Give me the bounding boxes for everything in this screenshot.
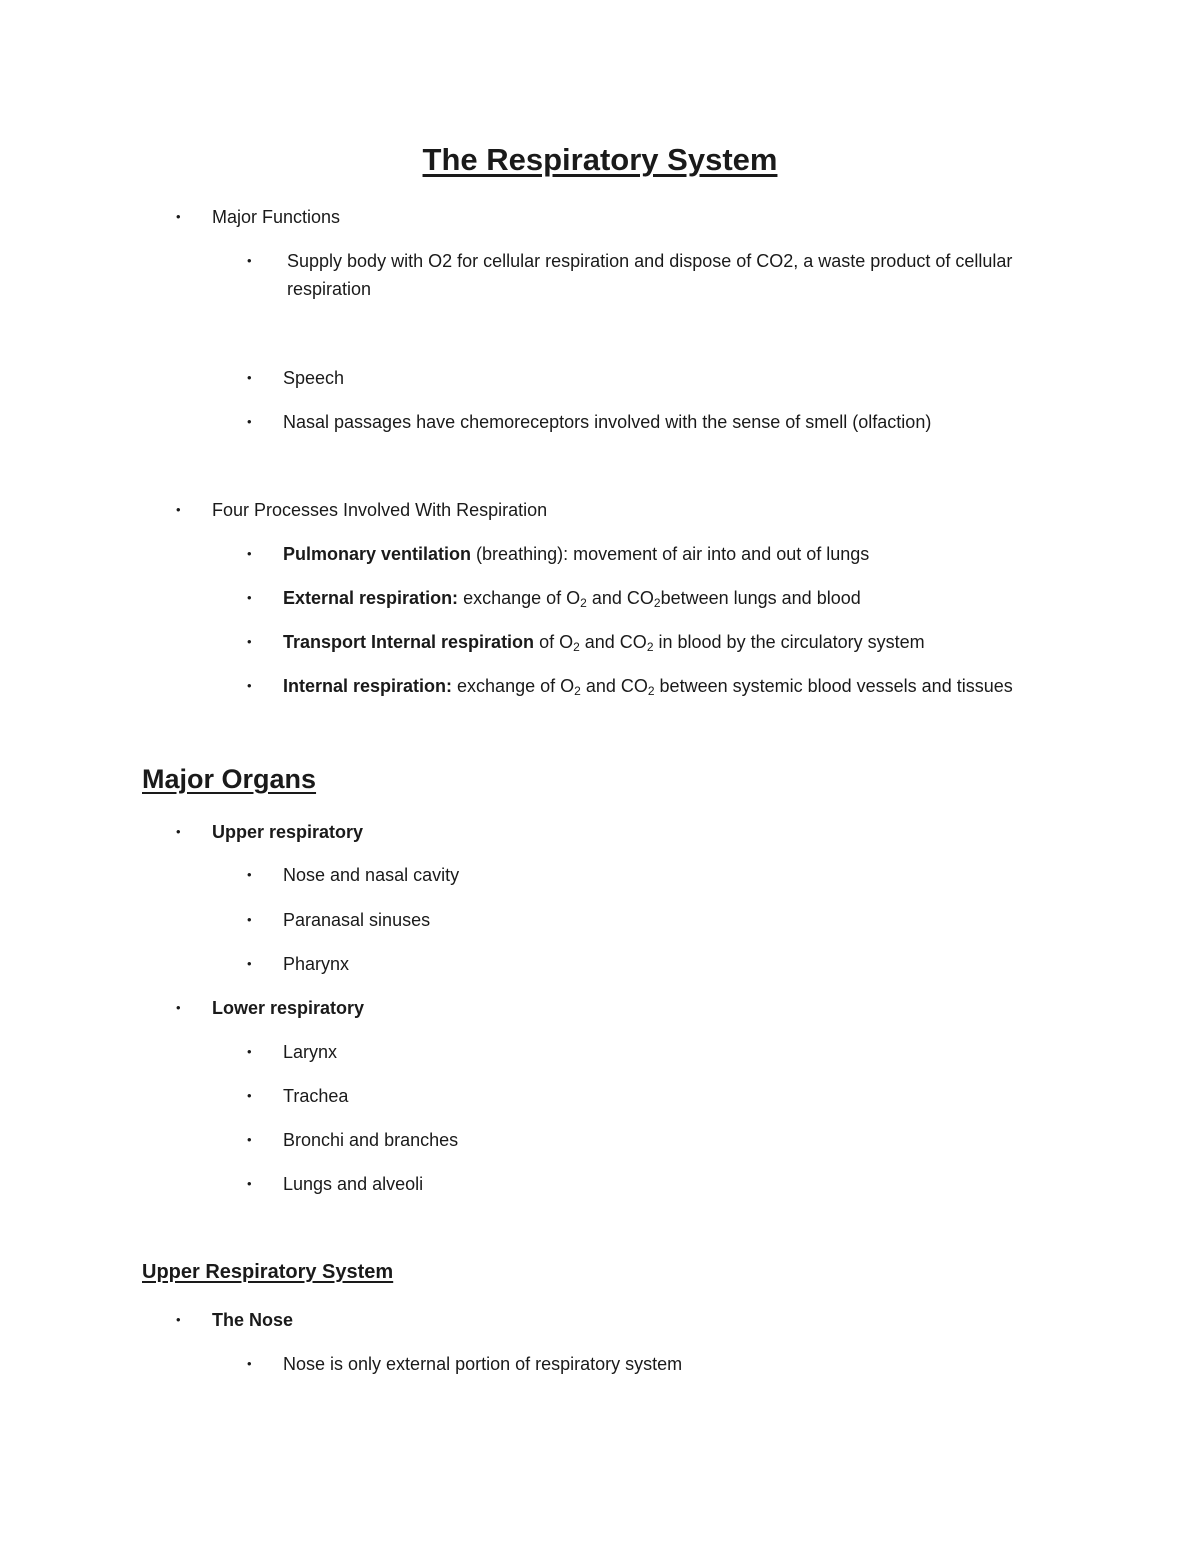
bullet-icon: • — [176, 502, 181, 517]
section-heading-major-organs: Major Organs — [142, 764, 317, 794]
bullet-icon: • — [247, 1176, 252, 1191]
definition: and CO — [586, 588, 654, 608]
subscript: 2 — [573, 640, 580, 654]
list-item-upper-respiratory: Upper respiratory — [212, 822, 364, 842]
definition: (breathing): movement of air into and out of lungs — [471, 544, 870, 564]
list-item-organ: Larynx — [283, 1042, 338, 1062]
bullet-icon: • — [247, 867, 252, 882]
subscript: 2 — [647, 684, 655, 698]
bullet-icon: • — [247, 912, 252, 927]
list-item-four-processes: Four Processes Involved With Respiration — [212, 500, 548, 520]
list-item-nose-external: Nose is only external portion of respiratory system — [283, 1354, 683, 1374]
bullet-icon: • — [247, 370, 252, 385]
bullet-icon: • — [247, 414, 252, 429]
bullet-icon: • — [247, 634, 252, 649]
list-item-supply-o2: Supply body with O2 for cellular respiration and dispose of CO2, a waste product of cellular respiration — [287, 251, 1013, 299]
subscript: 2 — [580, 596, 587, 610]
list-item-transport — [283, 628, 925, 656]
list-item-speech: Speech — [283, 368, 345, 388]
list-item-internal-respiration — [283, 672, 1013, 700]
term: Pulmonary ventilation — [283, 544, 472, 564]
list-item-the-nose: The Nose — [212, 1310, 294, 1330]
list-item-organ: Pharynx — [283, 954, 350, 974]
list-item-lower-respiratory: Lower respiratory — [212, 998, 365, 1018]
section-heading-upper-respiratory-system: Upper Respiratory System — [142, 1261, 394, 1283]
term: Transport Internal respiration — [283, 632, 535, 652]
definition: in blood by the circulatory system — [653, 632, 925, 652]
definition: of O — [534, 632, 574, 652]
bullet-icon: • — [247, 1088, 252, 1103]
subscript: 2 — [653, 596, 661, 610]
subscript: 2 — [574, 684, 581, 698]
definition: exchange of O — [458, 588, 581, 608]
bullet-icon: • — [247, 590, 252, 605]
bullet-icon: • — [176, 1312, 181, 1327]
list-item-organ: Trachea — [283, 1086, 349, 1106]
bullet-icon: • — [247, 546, 252, 561]
bullet-icon: • — [176, 824, 181, 839]
definition: and CO — [579, 632, 647, 652]
list-item-nasal-passages: Nasal passages have chemoreceptors involved with the sense of smell (olfaction) — [283, 412, 932, 432]
bullet-icon: • — [247, 253, 252, 268]
list-item-organ: Nose and nasal cavity — [283, 865, 460, 885]
list-item-pulmonary-ventilation — [283, 540, 869, 568]
bullet-icon: • — [247, 1356, 252, 1371]
list-item-organ: Paranasal sinuses — [283, 910, 431, 930]
bullet-icon: • — [247, 1044, 252, 1059]
definition: between systemic blood vessels and tissues — [654, 676, 1013, 696]
term: External respiration: — [283, 588, 459, 608]
definition: and CO — [580, 676, 648, 696]
list-item-major-functions: Major Functions — [212, 207, 341, 227]
list-item-organ: Bronchi and branches — [283, 1130, 459, 1150]
bullet-icon: • — [247, 678, 252, 693]
bullet-icon: • — [176, 1000, 181, 1015]
bullet-icon: • — [247, 1132, 252, 1147]
definition: between lungs and blood — [660, 588, 861, 608]
page-title: The Respiratory System — [422, 142, 778, 177]
subscript: 2 — [646, 640, 654, 654]
definition: exchange of O — [452, 676, 575, 696]
bullet-icon: • — [176, 209, 181, 224]
term: Internal respiration: — [283, 676, 453, 696]
bullet-icon: • — [247, 956, 252, 971]
list-item-organ: Lungs and alveoli — [283, 1174, 424, 1194]
list-item-external-respiration — [283, 584, 861, 612]
